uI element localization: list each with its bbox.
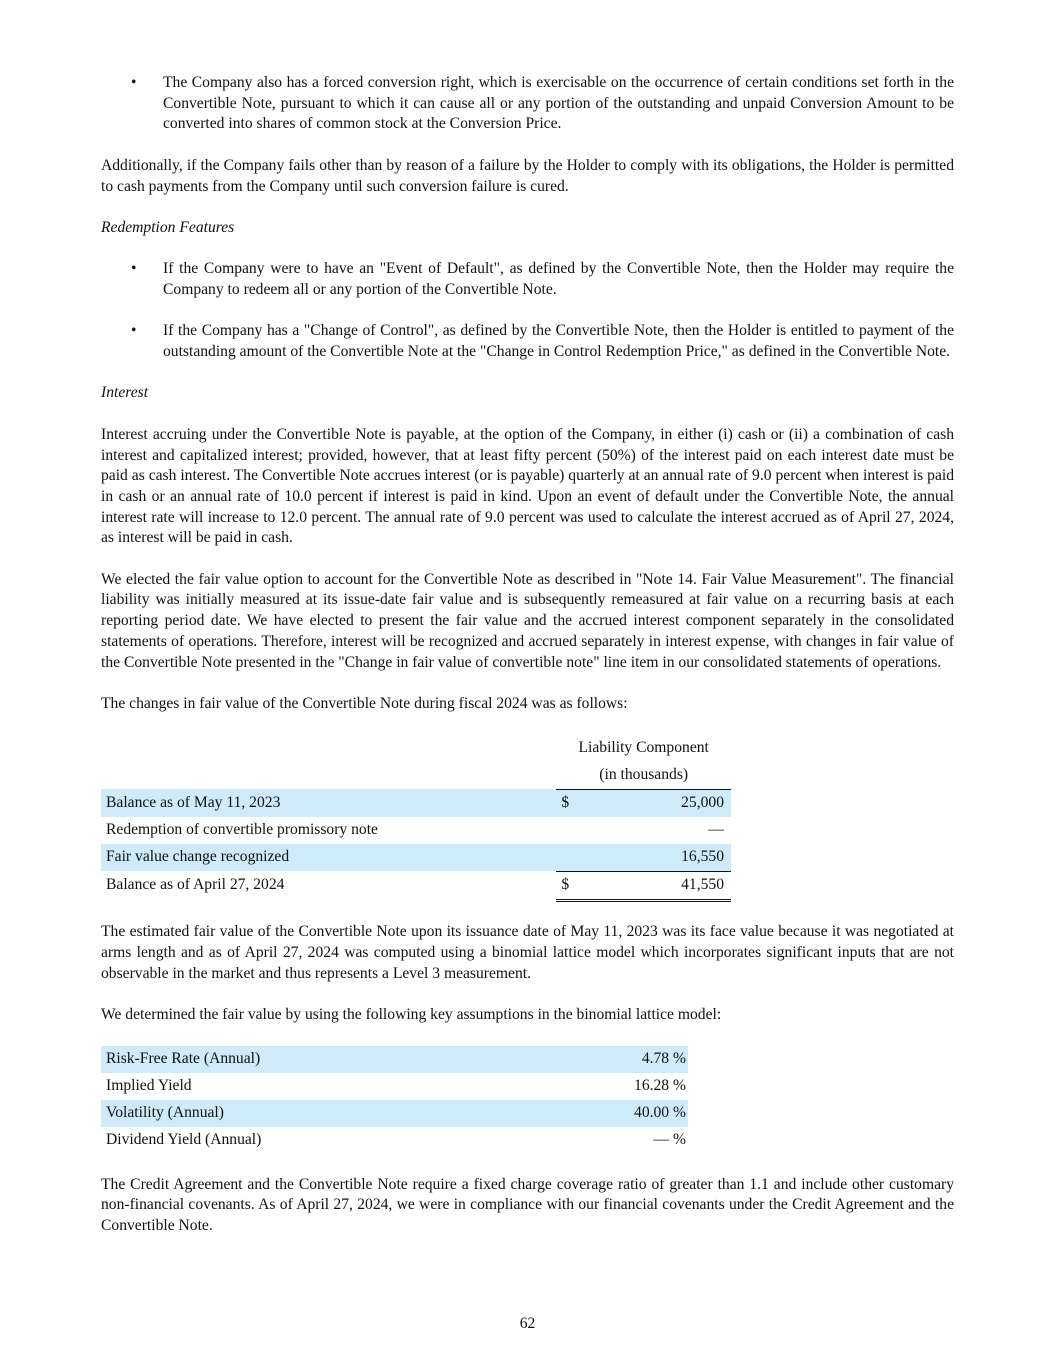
row-value: 4.78 % xyxy=(534,1046,688,1073)
table-row xyxy=(101,1073,688,1100)
paragraph-changes-intro: The changes in fair value of the Convertible Note during fiscal 2024 was as follows: xyxy=(101,694,628,712)
table-row xyxy=(101,1100,688,1127)
paragraph-interest: Interest accruing under the Convertible Note is payable, at the option of the Company, in either (i) cash or (ii) a combination of cash interest and capitalized interest; provided, however, that at least fifty percent (50%) of the interest paid on each interest date must be paid as cash interest. The Convertible Note accrues interest (or is payable) quarterly at an annual rate of 9.0 percent when interest is paid in cash or an annual rate of 10.0 percent if interest is paid in kind. Upon an event of default under the Convertible Note, the annual interest rate will increase to 12.0 percent. The annual rate of 9.0 percent was used to calculate the interest accrued as of April 27, 2024, as interest will be paid in cash. xyxy=(101,425,954,547)
paragraph-additionally: Additionally, if the Company fails other than by reason of a failure by the Holder to comply with its obligations, the Holder is permitted to cash payments from the Company until such conversion failure is cured. xyxy=(101,156,954,195)
row-value: — xyxy=(708,820,724,838)
row-label: Dividend Yield (Annual) xyxy=(106,1131,262,1148)
row-label: Fair value change recognized xyxy=(101,844,556,872)
row-value: 16.28 % xyxy=(634,1077,686,1094)
table-row xyxy=(101,817,731,844)
bullet-text: The Company also has a forced conversion right, which is exercisable on the occurrence of certain conditions set forth in the Convertible Note, pursuant to which it can cause all or any portion of the outstanding and unpaid Conversion Amount to be converted into shares of common stock at the Conversion Price. xyxy=(163,74,954,133)
table-row xyxy=(101,871,731,900)
column-header: Liability Component xyxy=(578,738,709,756)
table-row xyxy=(101,1046,688,1073)
paragraph-credit-agreement: The Credit Agreement and the Convertible Note require a fixed charge coverage ratio of greater than 1.1 and include other customary non-financial covenants. As of April 27, 2024, we were in compliance with our financial covenants under the Credit Agreement and the Convertible Note. xyxy=(101,1175,954,1234)
bullet-forced-conversion xyxy=(101,73,954,135)
paragraph-key-assumptions-intro: We determined the fair value by using the following key assumptions in the binomial lattice model: xyxy=(101,1006,722,1024)
row-value: — % xyxy=(653,1131,686,1148)
table-header-row xyxy=(101,735,731,762)
bullet-marker: • xyxy=(131,322,137,340)
row-label: Risk-Free Rate (Annual) xyxy=(101,1046,534,1073)
row-currency xyxy=(556,817,574,844)
heading-redemption-features: Redemption Features xyxy=(101,218,235,236)
table-header-row xyxy=(101,762,731,790)
row-label: Implied Yield xyxy=(106,1077,192,1094)
bullet-text: If the Company were to have an "Event of Default", as defined by the Convertible Note, then the Holder may require the Company to redeem all or any portion of the Convertible Note. xyxy=(163,260,954,298)
heading-interest: Interest xyxy=(101,384,149,402)
row-label: Redemption of convertible promissory note xyxy=(106,820,378,838)
page-number: 62 xyxy=(519,1315,536,1332)
table-row xyxy=(101,844,731,872)
row-label: Volatility (Annual) xyxy=(101,1100,534,1127)
table-row xyxy=(101,1127,688,1154)
document-page xyxy=(101,73,954,1237)
bullet-text: If the Company has a "Change of Control", as defined by the Convertible Note, then the Holder is entitled to payment of the outstanding amount of the Convertible Note at the "Change in Control Redemption Price," as defined in the Convertible Note. xyxy=(163,322,954,361)
row-currency: $ xyxy=(556,789,574,817)
row-currency xyxy=(556,844,574,872)
paragraph-estimated-fair-value: The estimated fair value of the Convertible Note upon its issuance date of May 11, 2023 was its face value because it was negotiated at arms length and as of April 27, 2024 was computed using a binomial lattice model which incorporates significant inputs that are not observable in the market and thus represents a Level 3 measurement. xyxy=(101,923,954,982)
column-subheader: (in thousands) xyxy=(556,762,731,790)
bullet-event-of-default xyxy=(101,259,954,300)
liability-component-table xyxy=(101,735,731,902)
row-value: 40.00 % xyxy=(534,1100,688,1127)
row-value: 25,000 xyxy=(574,789,731,817)
bullet-marker: • xyxy=(131,260,137,278)
row-currency: $ xyxy=(556,871,574,900)
assumptions-table xyxy=(101,1046,688,1154)
row-label: Balance as of April 27, 2024 xyxy=(106,876,285,894)
row-value: 41,550 xyxy=(574,871,731,900)
bullet-change-of-control xyxy=(101,321,954,362)
paragraph-fair-value-option: We elected the fair value option to account for the Convertible Note as described in "Note 14. Fair Value Measurement". The financial liability was initially measured at its issue-date fair value and is subsequently remeasured at fair value on a recurring basis at each reporting period date. We have elected to present the fair value and the accrued interest component separately in the consolidated statements of operations. Therefore, interest will be recognized and accrued separately in interest expense, with changes in fair value of the Convertible Note presented in the "Change in fair value of convertible note" line item in our consolidated statements of operations. xyxy=(101,570,954,671)
bullet-marker: • xyxy=(131,74,137,91)
row-label: Balance as of May 11, 2023 xyxy=(101,789,556,817)
row-value: 16,550 xyxy=(574,844,731,872)
table-row xyxy=(101,789,731,817)
